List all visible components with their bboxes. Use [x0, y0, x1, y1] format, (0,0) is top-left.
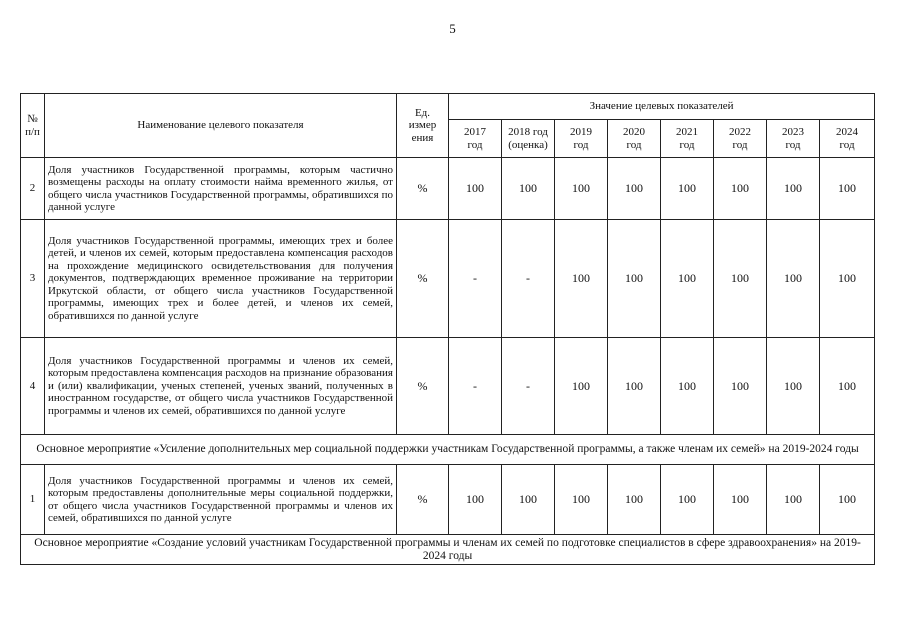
value-cell: 100 — [555, 338, 608, 435]
value-cell: 100 — [608, 220, 661, 338]
header-unit: Ед. измер ения — [397, 94, 449, 158]
table-row — [21, 158, 875, 220]
header-year-label: 2017 — [464, 126, 486, 138]
indicator-name: Доля участников Государственной программы и членов их семей, которым предоставлена компенсация расходов на признание образования и (или) квалификации, ученых степеней, ученых званий, полученных в иностранном государстве, от общего числа участников Государственной программы и членов их семей, обратившихся по данной услуге — [45, 338, 397, 435]
value-cell: 100 — [608, 158, 661, 220]
value-cell: 100 — [820, 220, 875, 338]
header-year — [449, 120, 502, 158]
unit-cell: % — [397, 338, 449, 435]
header-year-sub: год — [626, 138, 642, 151]
section-title: Основное мероприятие «Усиление дополнительных мер социальной поддержки участникам Государственной программы, а также членам их семей» на 2019-2024 годы — [21, 435, 875, 465]
header-year-sub: год — [679, 138, 695, 151]
header-year-label: 2023 — [782, 126, 804, 138]
row-number: 4 — [21, 338, 45, 435]
value-cell: 100 — [661, 158, 714, 220]
indicators-table — [20, 93, 875, 565]
indicator-name: Доля участников Государственной программы, имеющих трех и более детей, и членов их семей, которым предоставлена компенсация расходов на прохождение медицинского освидетельствования для получения документов, подтверждающих временное проживание на территории Иркутской области, от общего числа участников Государственной программы, имеющих трех и более детей, и членов их семей, обратившихся по данной услуге — [45, 220, 397, 338]
page-number: 5 — [449, 21, 456, 36]
header-num: № п/п — [21, 94, 45, 158]
value-cell: 100 — [661, 220, 714, 338]
header-year-label: 2018 год — [508, 126, 548, 138]
value-cell: 100 — [502, 465, 555, 535]
header-year — [820, 120, 875, 158]
indicator-name: Доля участников Государственной программы, которым частично возмещены расходы на оплату стоимости найма временного жилья, от общего числа участников Государственной программы, обратившихся по данной услуге — [45, 158, 397, 220]
header-year — [661, 120, 714, 158]
unit-cell: % — [397, 158, 449, 220]
header-year-sub: год — [732, 138, 748, 151]
unit-cell: % — [397, 465, 449, 535]
header-year-label: 2024 — [836, 126, 859, 138]
header-year-label: 2022 — [729, 126, 751, 138]
unit-cell: % — [397, 220, 449, 338]
table-row — [21, 338, 875, 435]
value-cell: 100 — [820, 158, 875, 220]
header-year — [714, 120, 767, 158]
value-cell: 100 — [767, 220, 820, 338]
section-row — [21, 435, 875, 465]
row-number: 1 — [21, 465, 45, 535]
header-year-sub: год — [467, 138, 483, 151]
value-cell: - — [502, 220, 555, 338]
value-cell: 100 — [714, 338, 767, 435]
header-year — [608, 120, 661, 158]
header-year — [767, 120, 820, 158]
value-cell: 100 — [820, 338, 875, 435]
section-title: Основное мероприятие «Создание условий участникам Государственной программы и членам их семей по подготовке специалистов в сфере здравоохранения» на 2019-2024 годы — [21, 535, 875, 565]
row-number: 3 — [21, 220, 45, 338]
value-cell: 100 — [608, 338, 661, 435]
value-cell: 100 — [714, 465, 767, 535]
indicator-name: Доля участников Государственной программы и членов их семей, которым предоставлены дополнительные меры социальной поддержки, от общего числа участников Государственной программы и членов их семей, обратившихся по данной услуге — [45, 465, 397, 535]
table-row — [21, 220, 875, 338]
row-number: 2 — [21, 158, 45, 220]
value-cell: - — [449, 220, 502, 338]
value-cell: 100 — [661, 338, 714, 435]
header-year-sub: год — [785, 138, 801, 151]
value-cell: 100 — [555, 158, 608, 220]
value-cell: 100 — [608, 465, 661, 535]
value-cell: 100 — [449, 465, 502, 535]
header-year — [502, 120, 555, 158]
value-cell: 100 — [767, 158, 820, 220]
header-values-group: Значение целевых показателей — [449, 94, 875, 120]
value-cell: 100 — [820, 465, 875, 535]
section-row — [21, 535, 875, 565]
header-year-label: 2021 — [676, 126, 698, 138]
value-cell: - — [502, 338, 555, 435]
header-year-label: 2020 — [623, 126, 645, 138]
value-cell: 100 — [555, 465, 608, 535]
value-cell: 100 — [555, 220, 608, 338]
value-cell: 100 — [767, 338, 820, 435]
header-year-sub: год — [573, 138, 589, 151]
value-cell: 100 — [661, 465, 714, 535]
header-year-label: 2019 — [570, 126, 592, 138]
table-row — [21, 465, 875, 535]
value-cell: 100 — [449, 158, 502, 220]
value-cell: 100 — [714, 158, 767, 220]
header-name: Наименование целевого показателя — [45, 94, 397, 158]
value-cell: 100 — [502, 158, 555, 220]
header-year-sub: год — [839, 138, 855, 151]
value-cell: 100 — [767, 465, 820, 535]
value-cell: 100 — [714, 220, 767, 338]
header-year — [555, 120, 608, 158]
value-cell: - — [449, 338, 502, 435]
header-year-sub: (оценка) — [508, 138, 548, 151]
